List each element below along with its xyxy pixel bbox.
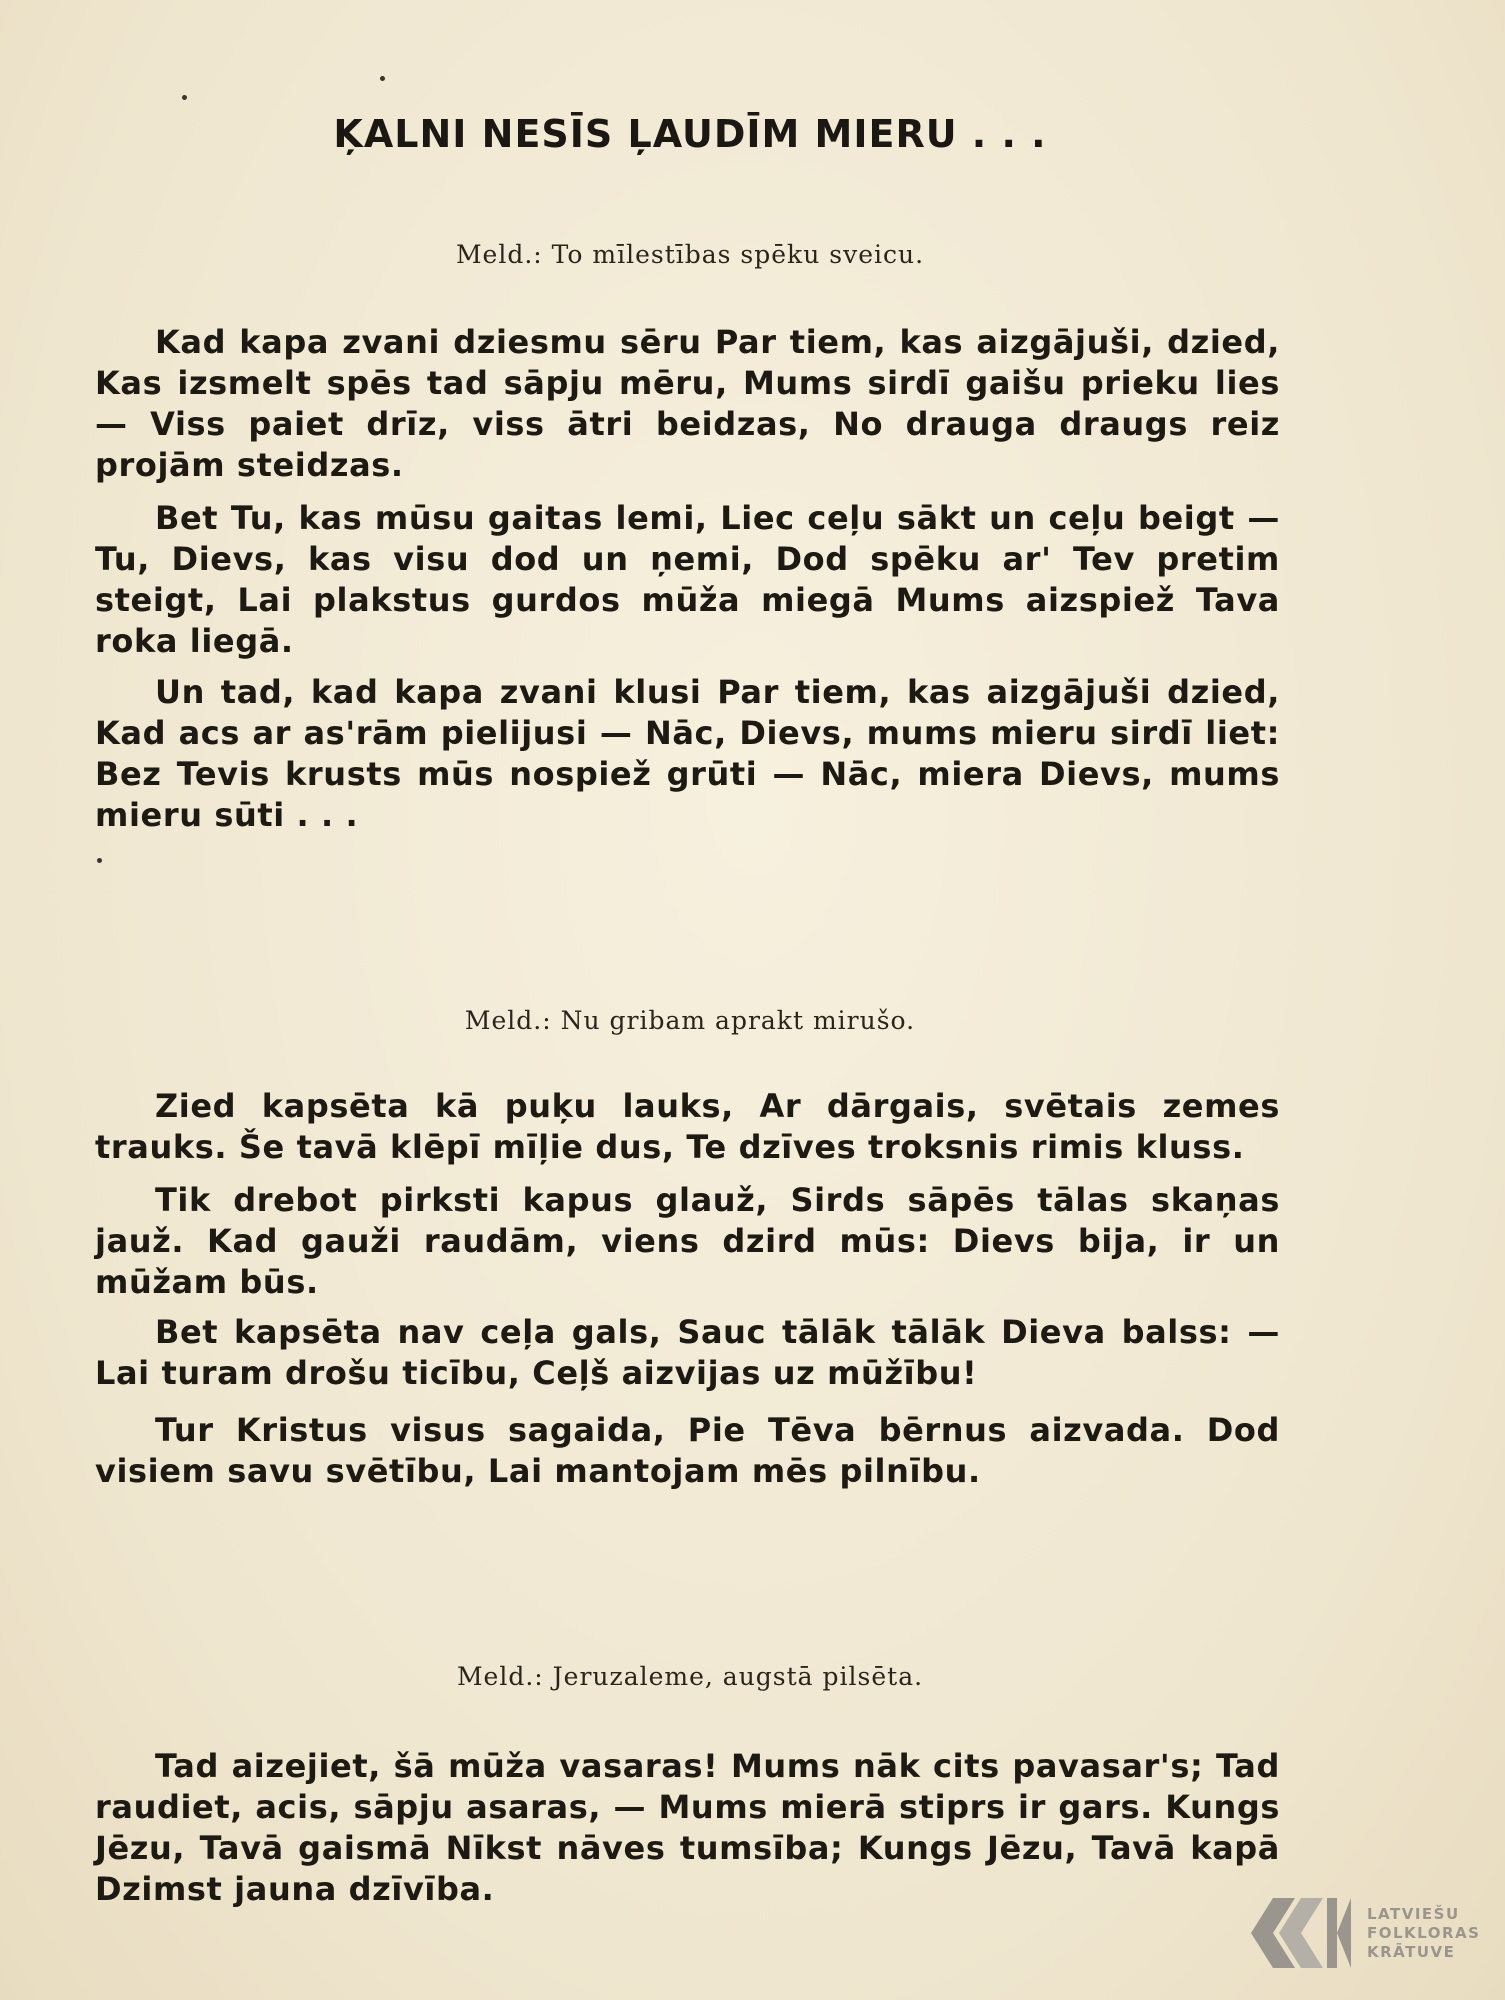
archive-logo-icon	[1243, 1888, 1353, 1978]
stanza-2-1: Zied kapsēta kā puķu lauks, Ar dārgais, svētais zemes trauks. Še tavā klēpī mīļie dus, Te dzīves troksnis rimis kluss.	[95, 1087, 1280, 1166]
scan-speck	[182, 95, 187, 100]
melody-line-2: Meld.: Nu gribam aprakt mirušo.	[464, 1006, 916, 1035]
archive-logo-line2: FOLKLORAS	[1367, 1923, 1481, 1942]
scan-speck	[380, 76, 385, 81]
stanza-2-4: Tur Kristus visus sagaida, Pie Tēva bērnus aizvada. Dod visiem savu svētību, Lai mantojam mēs pilnību.	[95, 1411, 1280, 1490]
archive-logo-line3: KRĀTUVE	[1367, 1942, 1456, 1961]
melody-line-3: Meld.: Jeruzaleme, augstā pilsēta.	[456, 1662, 924, 1691]
scan-speck	[97, 858, 102, 863]
stanza-2-3: Bet kapsēta nav ceļa gals, Sauc tālāk tālāk Dieva balss: — Lai turam drošu ticību, Ceļš aizvijas uz mūžību!	[95, 1313, 1280, 1392]
stanza-1-3: Un tad, kad kapa zvani klusi Par tiem, kas aizgājuši dzied, Kad acs ar as'rām pielijusi — Nāc, Dievs, mums mieru sirdī liet: Bez Tevis krusts mūs nospiež grūti — Nāc, miera Dievs, mums mieru sūti . . .	[95, 673, 1280, 834]
stanza-2-2: Tik drebot pirksti kapus glauž, Sirds sāpēs tālas skaņas jauž. Kad gauži raudām, viens dzird mūs: Dievs bija, ir un mūžam būs.	[95, 1181, 1280, 1301]
stanza-3-1: Tad aizejiet, šā mūža vasaras! Mums nāk cits pavasar's; Tad raudiet, acis, sāpju asaras, — Mums mierā stiprs ir gars. Kungs Jēzu, Tavā gaismā Nīkst nāves tumsība; Kungs Jēzu, Tavā kapā Dzimst jauna dzīvība.	[95, 1747, 1280, 1908]
stanza-1-1: Kad kapa zvani dziesmu sēru Par tiem, kas aizgājuši, dzied, Kas izsmelt spēs tad sāpju mēru, Mums sirdī gaišu prieku lies — Viss paiet drīz, viss ātri beidzas, No drauga draugs reiz projām steidzas.	[95, 323, 1280, 484]
archive-logo-line1: LATVIEŠU	[1367, 1904, 1460, 1923]
stanza-1-2: Bet Tu, kas mūsu gaitas lemi, Liec ceļu sākt un ceļu beigt — Tu, Dievs, kas visu dod un ņemi, Dod spēku ar' Tev pretim steigt, Lai plakstus gurdos mūža miegā Mums aizspiež Tava roka liegā.	[95, 499, 1280, 660]
page-title: ĶALNI NESĪS ĻAUDĪM MIERU . . .	[333, 112, 1047, 156]
melody-line-1: Meld.: To mīlestības spēku sveicu.	[455, 240, 925, 269]
archive-logo	[1243, 1878, 1493, 1988]
